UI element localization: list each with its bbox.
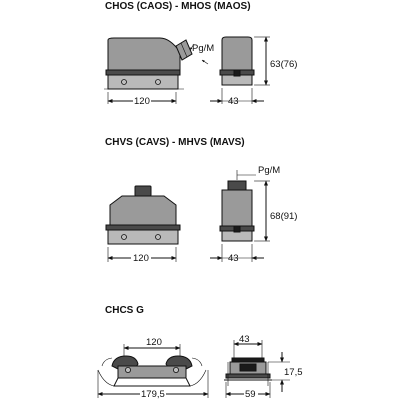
section-chcs	[98, 305, 303, 400]
chos-screw	[156, 80, 161, 85]
chos-width-label: 120	[134, 96, 150, 107]
chos-side-width-label: 43	[228, 96, 239, 107]
chcs-top-view	[98, 356, 206, 386]
chos-band	[106, 70, 180, 75]
chcs-height-label: 17,5	[284, 367, 303, 378]
chos-height-label: 63(76)	[270, 59, 298, 70]
chvs-entry-label: Pg/M	[258, 165, 281, 176]
chvs-front-view	[106, 186, 180, 244]
chcs-side-view	[224, 358, 272, 386]
chvs-cable-entry	[135, 186, 151, 196]
chos-front-view	[104, 38, 192, 89]
section-chvs	[105, 137, 297, 264]
section-title-chvs: CHVS (CAVS) - MHVS (MAVS)	[105, 137, 245, 148]
chos-entry-label: Pg/M	[192, 43, 215, 54]
section-title-chos: CHOS (CAOS) - MHOS (MAOS)	[105, 1, 251, 12]
chos-side-view	[220, 37, 254, 85]
chcs-outer-width-label: 179,5	[141, 389, 165, 400]
section-title-chcs: CHCS G	[105, 305, 144, 316]
chvs-height-label: 68(91)	[270, 211, 298, 222]
chvs-width-label: 120	[133, 253, 149, 264]
chos-screw	[122, 80, 127, 85]
chvs-side-width-label: 43	[228, 253, 239, 264]
chcs-side-width-label: 43	[239, 334, 250, 345]
chvs-side-view	[220, 181, 254, 241]
section-chos	[104, 1, 297, 107]
chcs-inner-width-label: 120	[146, 337, 162, 348]
chcs-side-base-label: 59	[245, 389, 256, 400]
